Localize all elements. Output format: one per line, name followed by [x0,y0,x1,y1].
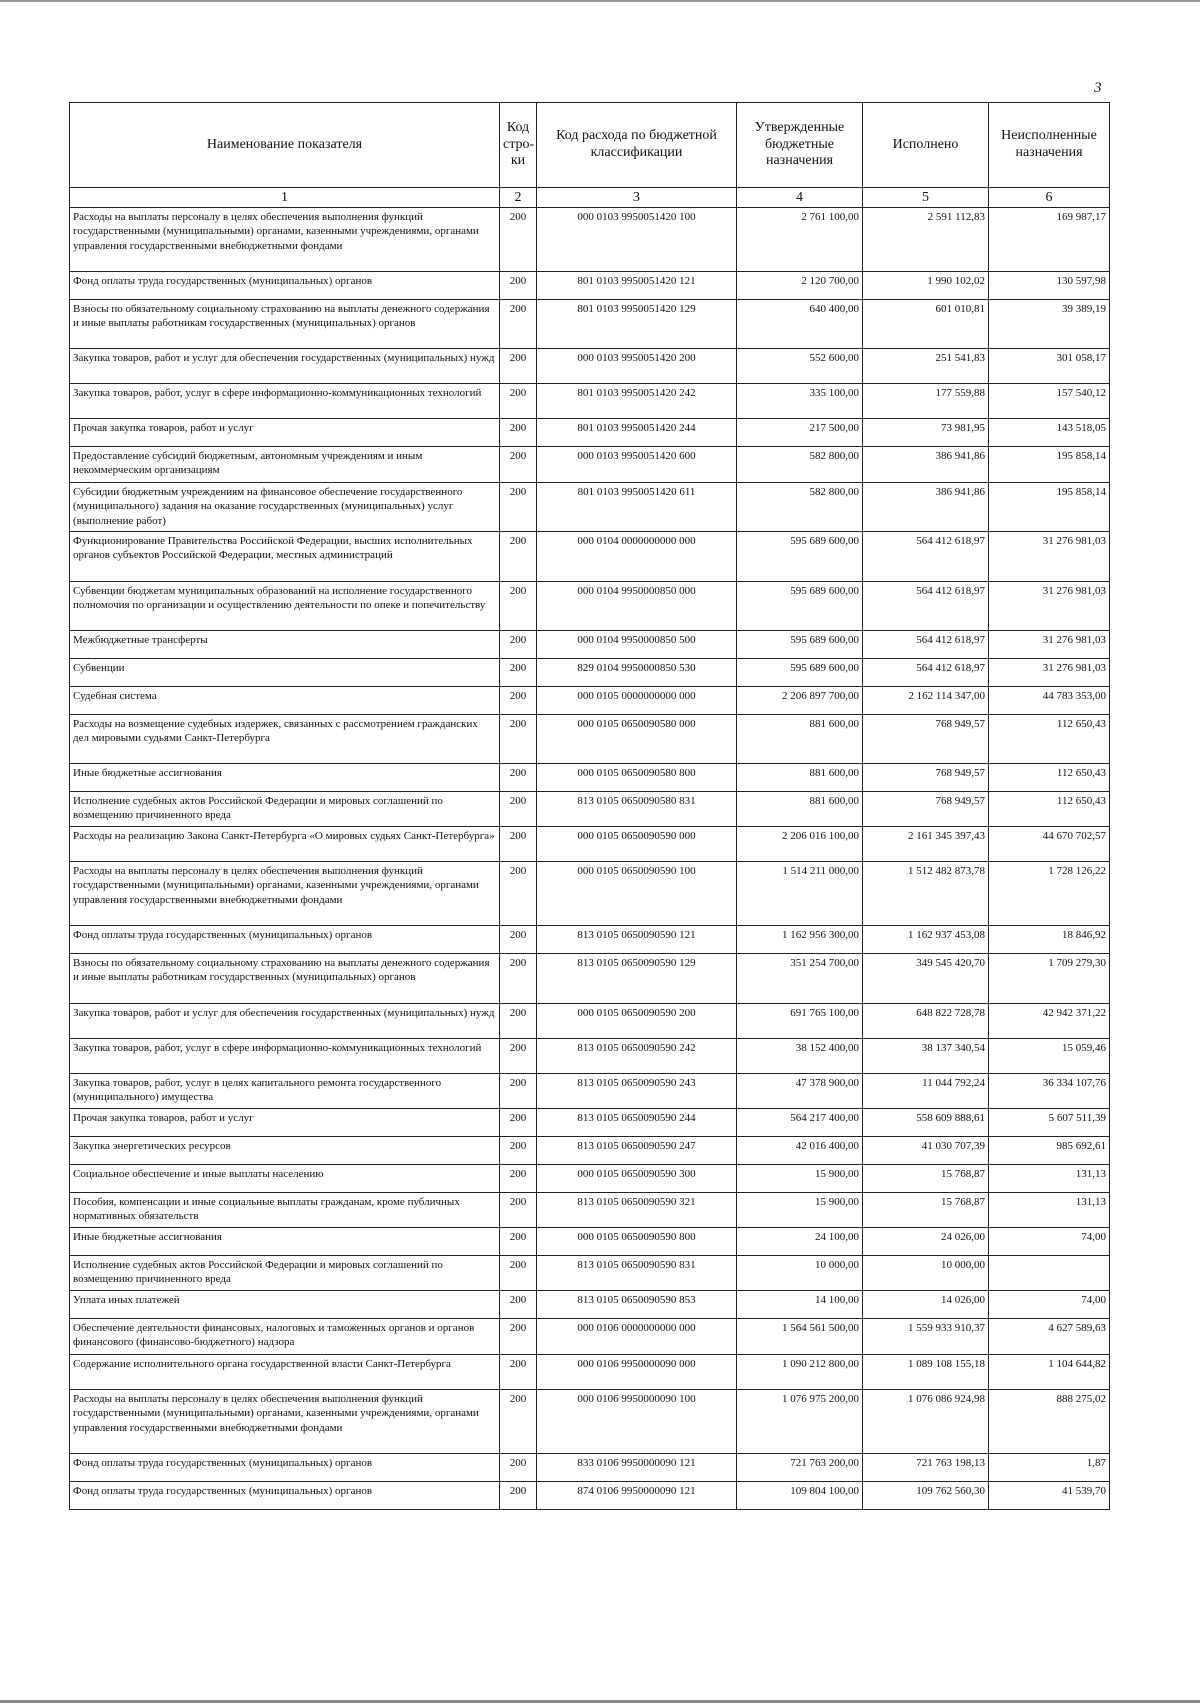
row-line-code: 200 [500,687,537,715]
row-approved-amount: 351 254 700,00 [737,954,863,1004]
row-approved-amount: 582 800,00 [737,447,863,483]
row-indicator-name: Межбюджетные трансферты [70,631,500,659]
row-approved-amount: 552 600,00 [737,349,863,384]
row-expense-code: 813 0105 0650090590 243 [537,1074,737,1109]
table-row [70,764,1110,792]
row-executed-amount: 14 026,00 [863,1291,989,1319]
table-row [70,1074,1110,1109]
row-line-code: 200 [500,208,537,272]
row-executed-amount: 11 044 792,24 [863,1074,989,1109]
row-indicator-name: Функционирование Правительства Российской Федерации, высших исполнительных органов субъектов Российской Федерации, местных администраций [70,532,500,582]
row-indicator-name: Предоставление субсидий бюджетным, автономным учреждениям и иным некоммерческим организациям [70,447,500,483]
row-expense-code: 000 0105 0650090590 200 [537,1004,737,1039]
row-unexecuted-amount: 1 728 126,22 [989,862,1110,926]
row-line-code: 200 [500,272,537,300]
table-row [70,792,1110,827]
row-expense-code: 000 0103 9950051420 200 [537,349,737,384]
table-row [70,300,1110,349]
row-executed-amount: 386 941,86 [863,447,989,483]
row-line-code: 200 [500,419,537,447]
row-expense-code: 829 0104 9950000850 530 [537,659,737,687]
row-indicator-name: Исполнение судебных актов Российской Федерации и мировых соглашений по возмещению причиненного вреда [70,1256,500,1291]
row-expense-code: 813 0105 0650090590 247 [537,1137,737,1165]
row-expense-code: 000 0105 0650090580 800 [537,764,737,792]
row-approved-amount: 1 162 956 300,00 [737,926,863,954]
table-row [70,384,1110,419]
row-line-code: 200 [500,1039,537,1074]
row-approved-amount: 595 689 600,00 [737,659,863,687]
row-line-code: 200 [500,1074,537,1109]
row-approved-amount: 15 900,00 [737,1165,863,1193]
row-indicator-name: Закупка энергетических ресурсов [70,1137,500,1165]
row-line-code: 200 [500,764,537,792]
row-expense-code: 801 0103 9950051420 121 [537,272,737,300]
row-approved-amount: 15 900,00 [737,1193,863,1228]
row-expense-code: 000 0103 9950051420 100 [537,208,737,272]
row-executed-amount: 2 591 112,83 [863,208,989,272]
row-expense-code: 813 0105 0650090590 321 [537,1193,737,1228]
row-expense-code: 833 0106 9950000090 121 [537,1454,737,1482]
row-executed-amount: 601 010,81 [863,300,989,349]
row-indicator-name: Субвенции бюджетам муниципальных образований на исполнение государственного полномочия по организации и осуществлению деятельности по опеке и попечительству [70,582,500,631]
row-indicator-name: Расходы на возмещение судебных издержек, связанных с рассмотрением гражданских дел мировыми судьями Санкт-Петербурга [70,715,500,764]
row-indicator-name: Фонд оплаты труда государственных (муниципальных) органов [70,1482,500,1510]
row-expense-code: 000 0105 0650090590 800 [537,1228,737,1256]
table-row [70,862,1110,926]
table-row [70,659,1110,687]
row-expense-code: 801 0103 9950051420 611 [537,483,737,532]
row-indicator-name: Содержание исполнительного органа государственной власти Санкт-Петербурга [70,1355,500,1390]
row-line-code: 200 [500,1482,537,1510]
row-executed-amount: 2 162 114 347,00 [863,687,989,715]
row-expense-code: 000 0103 9950051420 600 [537,447,737,483]
row-executed-amount: 386 941,86 [863,483,989,532]
row-unexecuted-amount: 888 275,02 [989,1390,1110,1454]
row-line-code: 200 [500,1137,537,1165]
row-unexecuted-amount: 131,13 [989,1165,1110,1193]
row-line-code: 200 [500,349,537,384]
row-line-code: 200 [500,1109,537,1137]
table-row [70,447,1110,483]
row-line-code: 200 [500,1004,537,1039]
row-approved-amount: 217 500,00 [737,419,863,447]
row-unexecuted-amount: 31 276 981,03 [989,582,1110,631]
row-approved-amount: 1 564 561 500,00 [737,1319,863,1355]
row-expense-code: 000 0105 0650090580 000 [537,715,737,764]
row-unexecuted-amount: 985 692,61 [989,1137,1110,1165]
row-approved-amount: 2 120 700,00 [737,272,863,300]
row-approved-amount: 2 206 897 700,00 [737,687,863,715]
table-row [70,1482,1110,1510]
row-approved-amount: 10 000,00 [737,1256,863,1291]
row-expense-code: 000 0104 9950000850 500 [537,631,737,659]
row-expense-code: 813 0105 0650090590 129 [537,954,737,1004]
row-line-code: 200 [500,792,537,827]
row-expense-code: 813 0105 0650090590 831 [537,1256,737,1291]
row-expense-code: 801 0103 9950051420 244 [537,419,737,447]
row-expense-code: 813 0105 0650090580 831 [537,792,737,827]
row-expense-code: 813 0105 0650090590 242 [537,1039,737,1074]
scan-bottom-edge [0,1700,1200,1703]
row-expense-code: 000 0105 0650090590 300 [537,1165,737,1193]
row-line-code: 200 [500,1454,537,1482]
row-approved-amount: 1 076 975 200,00 [737,1390,863,1454]
header-unexecuted: Неисполненные назначения [989,103,1110,188]
table-row [70,419,1110,447]
table-row [70,1039,1110,1074]
row-indicator-name: Взносы по обязательному социальному страхованию на выплаты денежного содержания и иные выплаты работникам государственных (муниципальных) органов [70,954,500,1004]
row-line-code: 200 [500,862,537,926]
row-unexecuted-amount: 74,00 [989,1291,1110,1319]
row-unexecuted-amount: 15 059,46 [989,1039,1110,1074]
row-approved-amount: 595 689 600,00 [737,532,863,582]
row-approved-amount: 42 016 400,00 [737,1137,863,1165]
row-approved-amount: 721 763 200,00 [737,1454,863,1482]
row-unexecuted-amount: 39 389,19 [989,300,1110,349]
row-executed-amount: 10 000,00 [863,1256,989,1291]
row-expense-code: 000 0104 9950000850 000 [537,582,737,631]
header-executed: Исполнено [863,103,989,188]
row-unexecuted-amount: 130 597,98 [989,272,1110,300]
row-expense-code: 000 0105 0650090590 000 [537,827,737,862]
table-row [70,1137,1110,1165]
table-row [70,631,1110,659]
row-unexecuted-amount: 31 276 981,03 [989,532,1110,582]
row-approved-amount: 582 800,00 [737,483,863,532]
row-indicator-name: Субвенции [70,659,500,687]
row-executed-amount: 564 412 618,97 [863,631,989,659]
row-indicator-name: Социальное обеспечение и иные выплаты населению [70,1165,500,1193]
row-unexecuted-amount: 112 650,43 [989,792,1110,827]
row-indicator-name: Расходы на выплаты персоналу в целях обеспечения выполнения функций государственными (муниципальными) органами, казенными учреждениями, органами управления государственными внебюджетными фондами [70,862,500,926]
column-number: 2 [500,188,537,208]
row-approved-amount: 881 600,00 [737,792,863,827]
row-line-code: 200 [500,1319,537,1355]
scan-top-edge [0,0,1200,2]
row-expense-code: 801 0103 9950051420 129 [537,300,737,349]
column-number: 5 [863,188,989,208]
row-indicator-name: Фонд оплаты труда государственных (муниципальных) органов [70,1454,500,1482]
row-executed-amount: 768 949,57 [863,715,989,764]
row-executed-amount: 38 137 340,54 [863,1039,989,1074]
table-row [70,1228,1110,1256]
table-header-row [70,103,1110,188]
row-approved-amount: 1 090 212 800,00 [737,1355,863,1390]
table-row [70,349,1110,384]
row-approved-amount: 2 206 016 100,00 [737,827,863,862]
row-approved-amount: 595 689 600,00 [737,631,863,659]
row-unexecuted-amount: 143 518,05 [989,419,1110,447]
row-executed-amount: 558 609 888,61 [863,1109,989,1137]
budget-execution-table [69,102,1110,1510]
row-executed-amount: 2 161 345 397,43 [863,827,989,862]
header-expense-code: Код расхода по бюджетной классификации [537,103,737,188]
table-row [70,715,1110,764]
column-number-row [70,188,1110,208]
row-unexecuted-amount: 301 058,17 [989,349,1110,384]
row-indicator-name: Прочая закупка товаров, работ и услуг [70,419,500,447]
row-unexecuted-amount: 195 858,14 [989,483,1110,532]
row-indicator-name: Закупка товаров, работ, услуг в сфере информационно-коммуникационных технологий [70,1039,500,1074]
row-line-code: 200 [500,1355,537,1390]
row-expense-code: 813 0105 0650090590 244 [537,1109,737,1137]
row-unexecuted-amount: 1 104 644,82 [989,1355,1110,1390]
row-executed-amount: 251 541,83 [863,349,989,384]
row-executed-amount: 177 559,88 [863,384,989,419]
header-line-code: Код стро-ки [500,103,537,188]
row-unexecuted-amount: 1,87 [989,1454,1110,1482]
row-unexecuted-amount: 36 334 107,76 [989,1074,1110,1109]
row-indicator-name: Фонд оплаты труда государственных (муниципальных) органов [70,272,500,300]
table-row [70,1454,1110,1482]
table-row [70,1355,1110,1390]
row-approved-amount: 881 600,00 [737,715,863,764]
row-approved-amount: 38 152 400,00 [737,1039,863,1074]
row-line-code: 200 [500,1165,537,1193]
row-approved-amount: 881 600,00 [737,764,863,792]
table-row [70,582,1110,631]
row-line-code: 200 [500,582,537,631]
row-approved-amount: 691 765 100,00 [737,1004,863,1039]
table-body [70,208,1110,1510]
row-expense-code: 874 0106 9950000090 121 [537,1482,737,1510]
row-unexecuted-amount: 44 783 353,00 [989,687,1110,715]
row-line-code: 200 [500,1390,537,1454]
table-row [70,1291,1110,1319]
row-executed-amount: 1 512 482 873,78 [863,862,989,926]
row-unexecuted-amount: 112 650,43 [989,715,1110,764]
row-approved-amount: 1 514 211 000,00 [737,862,863,926]
row-executed-amount: 1 990 102,02 [863,272,989,300]
row-line-code: 200 [500,827,537,862]
table-row [70,532,1110,582]
row-unexecuted-amount: 44 670 702,57 [989,827,1110,862]
row-executed-amount: 109 762 560,30 [863,1482,989,1510]
row-line-code: 200 [500,1256,537,1291]
row-line-code: 200 [500,483,537,532]
row-executed-amount: 564 412 618,97 [863,532,989,582]
row-executed-amount: 1 076 086 924,98 [863,1390,989,1454]
row-unexecuted-amount: 74,00 [989,1228,1110,1256]
row-line-code: 200 [500,1193,537,1228]
row-indicator-name: Уплата иных платежей [70,1291,500,1319]
row-line-code: 200 [500,631,537,659]
header-indicator-name: Наименование показателя [70,103,500,188]
row-indicator-name: Фонд оплаты труда государственных (муниципальных) органов [70,926,500,954]
row-line-code: 200 [500,954,537,1004]
row-executed-amount: 15 768,87 [863,1165,989,1193]
row-indicator-name: Закупка товаров, работ, услуг в целях капитального ремонта государственного (муниципального) имущества [70,1074,500,1109]
row-unexecuted-amount [989,1256,1110,1291]
row-indicator-name: Закупка товаров, работ и услуг для обеспечения государственных (муниципальных) нужд [70,1004,500,1039]
row-indicator-name: Иные бюджетные ассигнования [70,764,500,792]
row-executed-amount: 768 949,57 [863,764,989,792]
row-executed-amount: 349 545 420,70 [863,954,989,1004]
row-approved-amount: 595 689 600,00 [737,582,863,631]
page-number: 3 [1094,80,1102,96]
row-indicator-name: Обеспечение деятельности финансовых, налоговых и таможенных органов и органов финансового (финансово-бюджетного) надзора [70,1319,500,1355]
row-indicator-name: Субсидии бюджетным учреждениям на финансовое обеспечение государственного (муниципального) задания на оказание государственных (муниципальных) услуг (выполнение работ) [70,483,500,532]
row-executed-amount: 73 981,95 [863,419,989,447]
row-expense-code: 813 0105 0650090590 121 [537,926,737,954]
row-unexecuted-amount: 1 709 279,30 [989,954,1110,1004]
row-approved-amount: 109 804 100,00 [737,1482,863,1510]
row-unexecuted-amount: 18 846,92 [989,926,1110,954]
row-line-code: 200 [500,1228,537,1256]
table-row [70,954,1110,1004]
row-indicator-name: Судебная система [70,687,500,715]
table-row [70,1193,1110,1228]
row-executed-amount: 648 822 728,78 [863,1004,989,1039]
row-approved-amount: 640 400,00 [737,300,863,349]
row-indicator-name: Расходы на выплаты персоналу в целях обеспечения выполнения функций государственными (муниципальными) органами, казенными учреждениями, органами управления государственными внебюджетными фондами [70,208,500,272]
row-line-code: 200 [500,926,537,954]
table-row [70,1390,1110,1454]
table-row [70,687,1110,715]
table-row [70,1109,1110,1137]
row-expense-code: 801 0103 9950051420 242 [537,384,737,419]
table-row [70,272,1110,300]
row-unexecuted-amount: 4 627 589,63 [989,1319,1110,1355]
column-number: 6 [989,188,1110,208]
row-executed-amount: 721 763 198,13 [863,1454,989,1482]
column-number: 4 [737,188,863,208]
row-line-code: 200 [500,715,537,764]
row-executed-amount: 564 412 618,97 [863,659,989,687]
row-approved-amount: 564 217 400,00 [737,1109,863,1137]
table-row [70,208,1110,272]
table-row [70,483,1110,532]
row-executed-amount: 15 768,87 [863,1193,989,1228]
table-row [70,1165,1110,1193]
row-line-code: 200 [500,384,537,419]
header-approved: Утвержденные бюджетные назначения [737,103,863,188]
row-unexecuted-amount: 157 540,12 [989,384,1110,419]
row-expense-code: 000 0106 9950000090 000 [537,1355,737,1390]
row-expense-code: 000 0106 9950000090 100 [537,1390,737,1454]
column-number: 1 [70,188,500,208]
row-approved-amount: 335 100,00 [737,384,863,419]
table-row [70,1319,1110,1355]
row-unexecuted-amount: 31 276 981,03 [989,659,1110,687]
row-expense-code: 813 0105 0650090590 853 [537,1291,737,1319]
row-indicator-name: Иные бюджетные ассигнования [70,1228,500,1256]
row-executed-amount: 1 559 933 910,37 [863,1319,989,1355]
row-line-code: 200 [500,659,537,687]
row-indicator-name: Закупка товаров, работ и услуг для обеспечения государственных (муниципальных) нужд [70,349,500,384]
row-executed-amount: 1 162 937 453,08 [863,926,989,954]
row-indicator-name: Пособия, компенсации и иные социальные выплаты гражданам, кроме публичных нормативных обязательств [70,1193,500,1228]
row-expense-code: 000 0104 0000000000 000 [537,532,737,582]
table-row [70,926,1110,954]
row-expense-code: 000 0106 0000000000 000 [537,1319,737,1355]
row-approved-amount: 2 761 100,00 [737,208,863,272]
column-number: 3 [537,188,737,208]
row-indicator-name: Расходы на выплаты персоналу в целях обеспечения выполнения функций государственными (муниципальными) органами, казенными учреждениями, органами управления государственными внебюджетными фондами [70,1390,500,1454]
table-row [70,1004,1110,1039]
row-unexecuted-amount: 131,13 [989,1193,1110,1228]
row-line-code: 200 [500,532,537,582]
row-executed-amount: 24 026,00 [863,1228,989,1256]
row-unexecuted-amount: 31 276 981,03 [989,631,1110,659]
table-row [70,1256,1110,1291]
row-line-code: 200 [500,300,537,349]
row-unexecuted-amount: 112 650,43 [989,764,1110,792]
row-executed-amount: 564 412 618,97 [863,582,989,631]
row-unexecuted-amount: 195 858,14 [989,447,1110,483]
row-indicator-name: Взносы по обязательному социальному страхованию на выплаты денежного содержания и иные выплаты работникам государственных (муниципальных) органов [70,300,500,349]
row-unexecuted-amount: 42 942 371,22 [989,1004,1110,1039]
row-indicator-name: Расходы на реализацию Закона Санкт-Петербурга «О мировых судьях Санкт-Петербурга» [70,827,500,862]
row-approved-amount: 14 100,00 [737,1291,863,1319]
row-approved-amount: 47 378 900,00 [737,1074,863,1109]
row-executed-amount: 1 089 108 155,18 [863,1355,989,1390]
row-unexecuted-amount: 41 539,70 [989,1482,1110,1510]
row-indicator-name: Закупка товаров, работ, услуг в сфере информационно-коммуникационных технологий [70,384,500,419]
row-expense-code: 000 0105 0000000000 000 [537,687,737,715]
row-unexecuted-amount: 5 607 511,39 [989,1109,1110,1137]
row-executed-amount: 41 030 707,39 [863,1137,989,1165]
table-row [70,827,1110,862]
row-line-code: 200 [500,447,537,483]
row-expense-code: 000 0105 0650090590 100 [537,862,737,926]
row-unexecuted-amount: 169 987,17 [989,208,1110,272]
row-executed-amount: 768 949,57 [863,792,989,827]
row-indicator-name: Исполнение судебных актов Российской Федерации и мировых соглашений по возмещению причиненного вреда [70,792,500,827]
row-line-code: 200 [500,1291,537,1319]
row-indicator-name: Прочая закупка товаров, работ и услуг [70,1109,500,1137]
row-approved-amount: 24 100,00 [737,1228,863,1256]
